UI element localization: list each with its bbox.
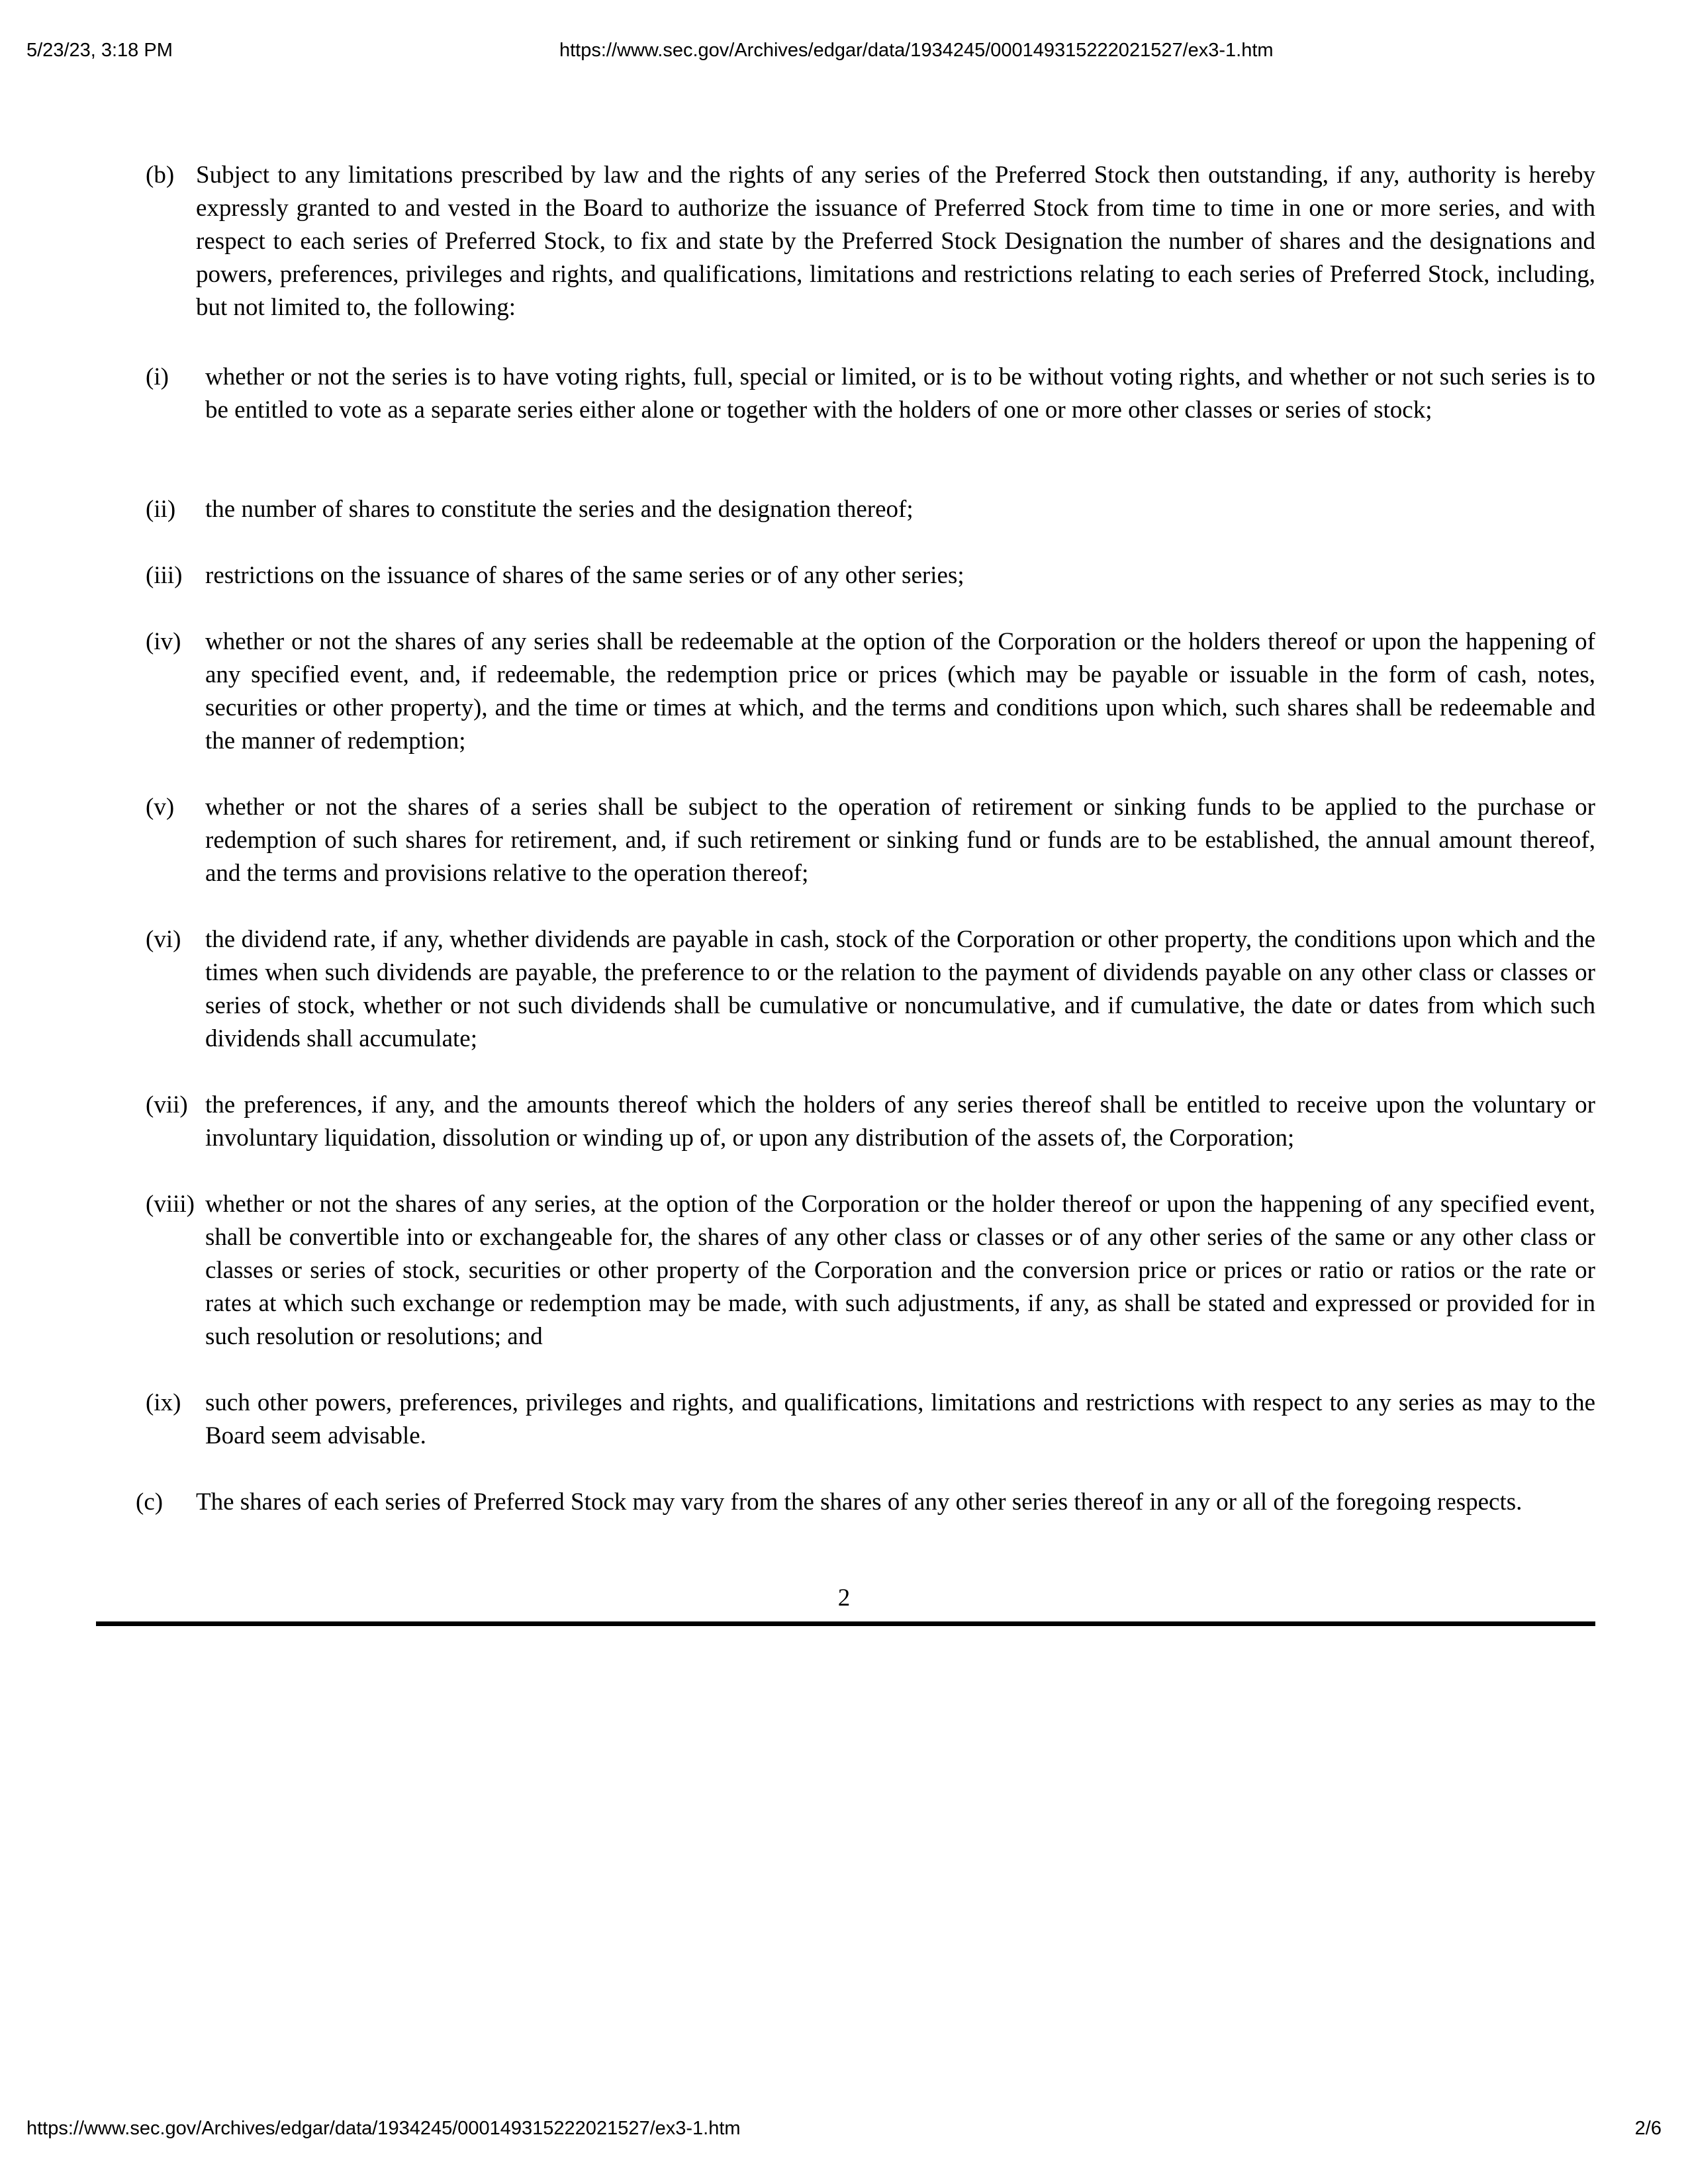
item-iii-marker: (iii) bbox=[146, 562, 183, 589]
item-v-marker: (v) bbox=[146, 794, 175, 821]
print-page-indicator: 2/6 bbox=[1634, 2118, 1662, 2139]
print-header bbox=[0, 40, 1688, 66]
page-number: 2 bbox=[837, 1584, 851, 1612]
item-ii-text: the number of shares to constitute the series and the designation thereof; bbox=[205, 496, 914, 523]
page-divider-rule bbox=[96, 1621, 1595, 1626]
item-i-text: whether or not the series is to have voting rights, full, special or limited, or is to be without voting rights, and whether or not such series is to be entitled to vote as a separate series either alone or together with the holders of one or more other classes or series of stock; bbox=[205, 363, 1595, 424]
item-ii-marker: (ii) bbox=[146, 496, 176, 523]
item-iv-text: whether or not the shares of any series shall be redeemable at the option of the Corporation or the holders thereof or upon the happening of any specified event, and, if redeemable, the redemption price or prices (which may be payable or issuable in the form of cash, notes, securities or other property), and the time or times at which, and the terms and conditions upon which, such shares shall be redeemable and the manner of redemption; bbox=[205, 628, 1595, 754]
paragraph-c-marker: (c) bbox=[136, 1488, 164, 1516]
print-timestamp: 5/23/23, 3:18 PM bbox=[26, 40, 173, 61]
item-iii-text: restrictions on the issuance of shares of the same series or of any other series; bbox=[205, 562, 964, 589]
item-vi-text: the dividend rate, if any, whether dividends are payable in cash, stock of the Corporation or other property, the conditions upon which and the times when such dividends are payable, the preference to or the relation to the payment of dividends payable on any other class or classes or series of stock, whether or not such dividends shall be cumulative or noncumulative, and if cumulative, the date or dates from which such dividends shall accumulate; bbox=[205, 926, 1595, 1052]
print-header-url: https://www.sec.gov/Archives/edgar/data/1934245/000149315222021527/ex3-1.htm bbox=[559, 40, 1274, 61]
item-i-marker: (i) bbox=[146, 363, 169, 390]
item-vii-marker: (vii) bbox=[146, 1091, 188, 1118]
item-vi-marker: (vi) bbox=[146, 926, 181, 953]
item-ix-text: such other powers, preferences, privileges and rights, and qualifications, limitations and restrictions with respect to any series as may to the Board seem advisable. bbox=[205, 1389, 1595, 1449]
paragraph-c-text: The shares of each series of Preferred Stock may vary from the shares of any other series thereof in any or all of the foregoing respects. bbox=[196, 1488, 1523, 1516]
paragraph-b-marker: (b) bbox=[146, 161, 175, 189]
paragraph-b-text: Subject to any limitations prescribed by law and the rights of any series of the Preferred Stock then outstanding, if any, authority is hereby expressly granted to and vested in the Board to authorize the issuance of Preferred Stock from time to time in one or more series, and with respect to each series of Preferred Stock, to fix and state by the Preferred Stock Designation the number of shares and the designations and powers, preferences, privileges and rights, and qualifications, limitations and restrictions relating to each series of Preferred Stock, including, but not limited to, the following: bbox=[196, 161, 1595, 321]
item-viii-marker: (viii) bbox=[146, 1191, 195, 1218]
item-vii-text: the preferences, if any, and the amounts thereof which the holders of any series thereof shall be entitled to receive upon the voluntary or involuntary liquidation, dissolution or winding up of, or upon any distribution of the assets of, the Corporation; bbox=[205, 1091, 1595, 1152]
item-viii-text: whether or not the shares of any series, at the option of the Corporation or the holder thereof or upon the happening of any specified event, shall be convertible into or exchangeable for, the shares of any other class or classes or of any other series of the same or any other class or classes or series of stock, securities or other property of the Corporation and the conversion price or prices or ratio or ratios or the rate or rates at which such exchange or redemption may be made, with such adjustments, if any, as shall be stated and expressed or provided for in such resolution or resolutions; and bbox=[205, 1191, 1595, 1350]
item-iv-marker: (iv) bbox=[146, 628, 181, 655]
print-footer-url: https://www.sec.gov/Archives/edgar/data/1934245/000149315222021527/ex3-1.htm bbox=[26, 2118, 741, 2139]
item-ix-marker: (ix) bbox=[146, 1389, 181, 1416]
print-footer bbox=[0, 2118, 1688, 2144]
item-v-text: whether or not the shares of a series shall be subject to the operation of retirement or sinking funds to be applied to the purchase or redemption of such shares for retirement, and, if such retirement or sinking fund or funds are to be established, the annual amount thereof, and the terms and provisions relative to the operation thereof; bbox=[205, 794, 1595, 887]
